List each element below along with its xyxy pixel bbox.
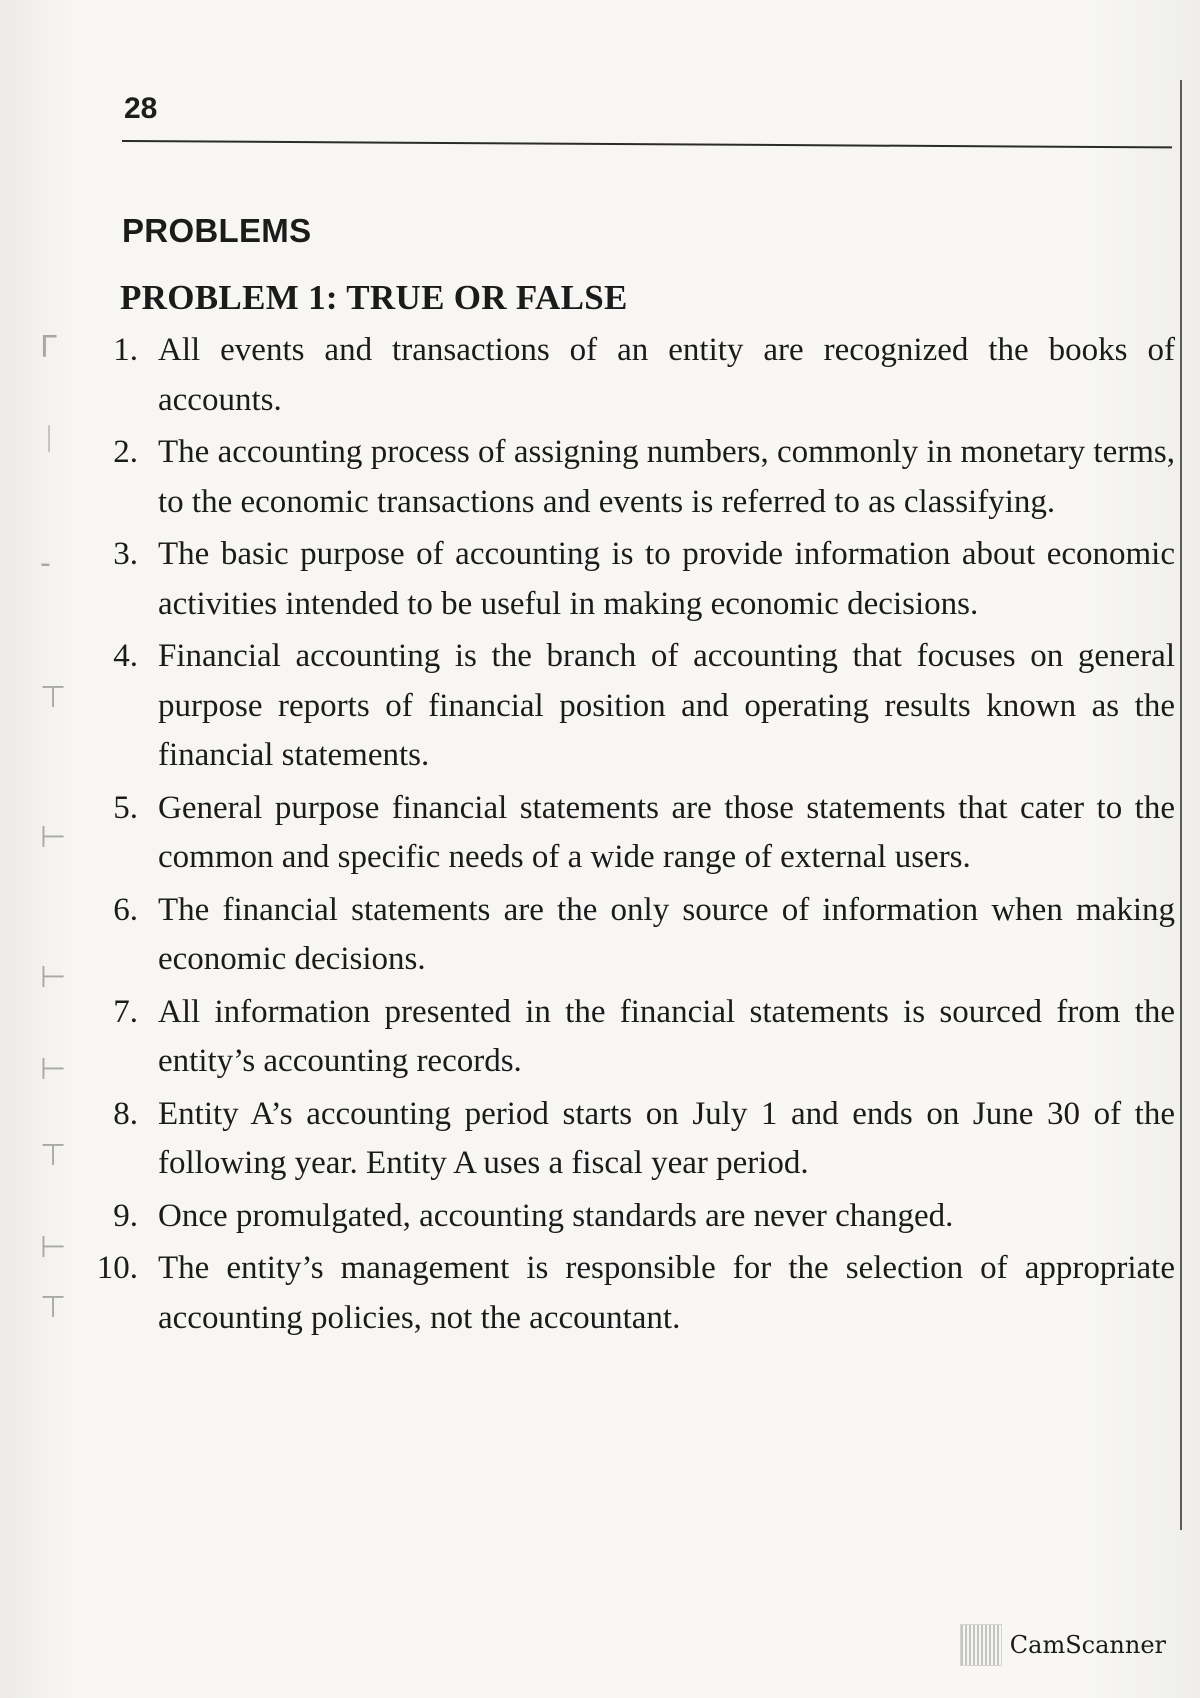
item-statement: General purpose financial statements are those statements that cater to the common and specific needs of a wide range of external users. (158, 789, 1175, 875)
margin-mark: ⊤ (40, 1138, 67, 1173)
item-number: 5. (113, 789, 138, 826)
item-number: 1. (113, 332, 138, 368)
item-number: 4. (113, 638, 138, 674)
margin-mark: ᛁ (40, 422, 58, 457)
item-number: 9. (113, 1197, 138, 1234)
list-item (90, 1090, 1175, 1189)
item-statement: The basic purpose of accounting is to provide information about economic activities intended to be useful in making economic decisions. (158, 536, 1175, 622)
list-item (90, 988, 1175, 1087)
handwritten-margin-marks (18, 330, 78, 1440)
watermark-text: CamScanner (1009, 1631, 1166, 1659)
item-number: 2. (113, 434, 138, 470)
item-statement: Financial accounting is the branch of accounting that focuses on general purpose reports of financial position and operating results known as the financial statements. (158, 638, 1175, 773)
section-heading: PROBLEMS (122, 212, 312, 249)
item-number: 8. (113, 1095, 138, 1132)
margin-mark: ⊢ (40, 960, 67, 995)
list-item (90, 1192, 1175, 1242)
item-number: 10. (96, 1250, 138, 1286)
item-number: 3. (113, 536, 138, 572)
list-item (90, 530, 1175, 629)
item-statement: The financial statements are the only source of information when making economic decisions. (158, 891, 1175, 977)
item-statement: Entity A’s accounting period starts on July 1 and ends on June 30 of the following year. Entity A uses a fiscal year period. (158, 1095, 1175, 1181)
item-number: 6. (113, 891, 138, 928)
item-statement: The accounting process of assigning numbers, commonly in monetary terms, to the economic transactions and events is referred to as classifying. (158, 434, 1175, 520)
page-number: 28 (124, 92, 158, 125)
item-number: 7. (113, 993, 138, 1030)
item-statement: All events and transactions of an entity are recognized the books of accounts. (158, 332, 1175, 418)
item-statement: All information presented in the financial statements is sourced from the entity’s accounting records. (158, 993, 1175, 1079)
item-statement: The entity’s management is responsible for the selection of appropriate accounting policies, not the accountant. (158, 1250, 1175, 1336)
list-item (90, 886, 1175, 985)
list-item (90, 1244, 1175, 1343)
list-item (90, 326, 1175, 425)
header-rule (122, 140, 1172, 148)
margin-mark: ⊤ (40, 680, 67, 715)
margin-mark: ⊢ (40, 1052, 67, 1087)
camscanner-logo-icon (960, 1624, 1002, 1666)
margin-mark: ⊢ (40, 1230, 67, 1265)
margin-mark: ⊢ (40, 820, 67, 855)
true-false-list (90, 326, 1175, 1346)
margin-mark: ⊤ (40, 1290, 67, 1325)
margin-mark: ᒥ (40, 330, 57, 365)
camscanner-watermark (960, 1624, 1166, 1666)
list-item (90, 632, 1175, 781)
margin-mark: - (40, 546, 51, 581)
problem-title: PROBLEM 1: TRUE OR FALSE (120, 278, 628, 317)
list-item (90, 428, 1175, 527)
page-edge-rule (1180, 80, 1182, 1530)
list-item (90, 784, 1175, 883)
item-statement: Once promulgated, accounting standards are never changed. (158, 1197, 954, 1234)
